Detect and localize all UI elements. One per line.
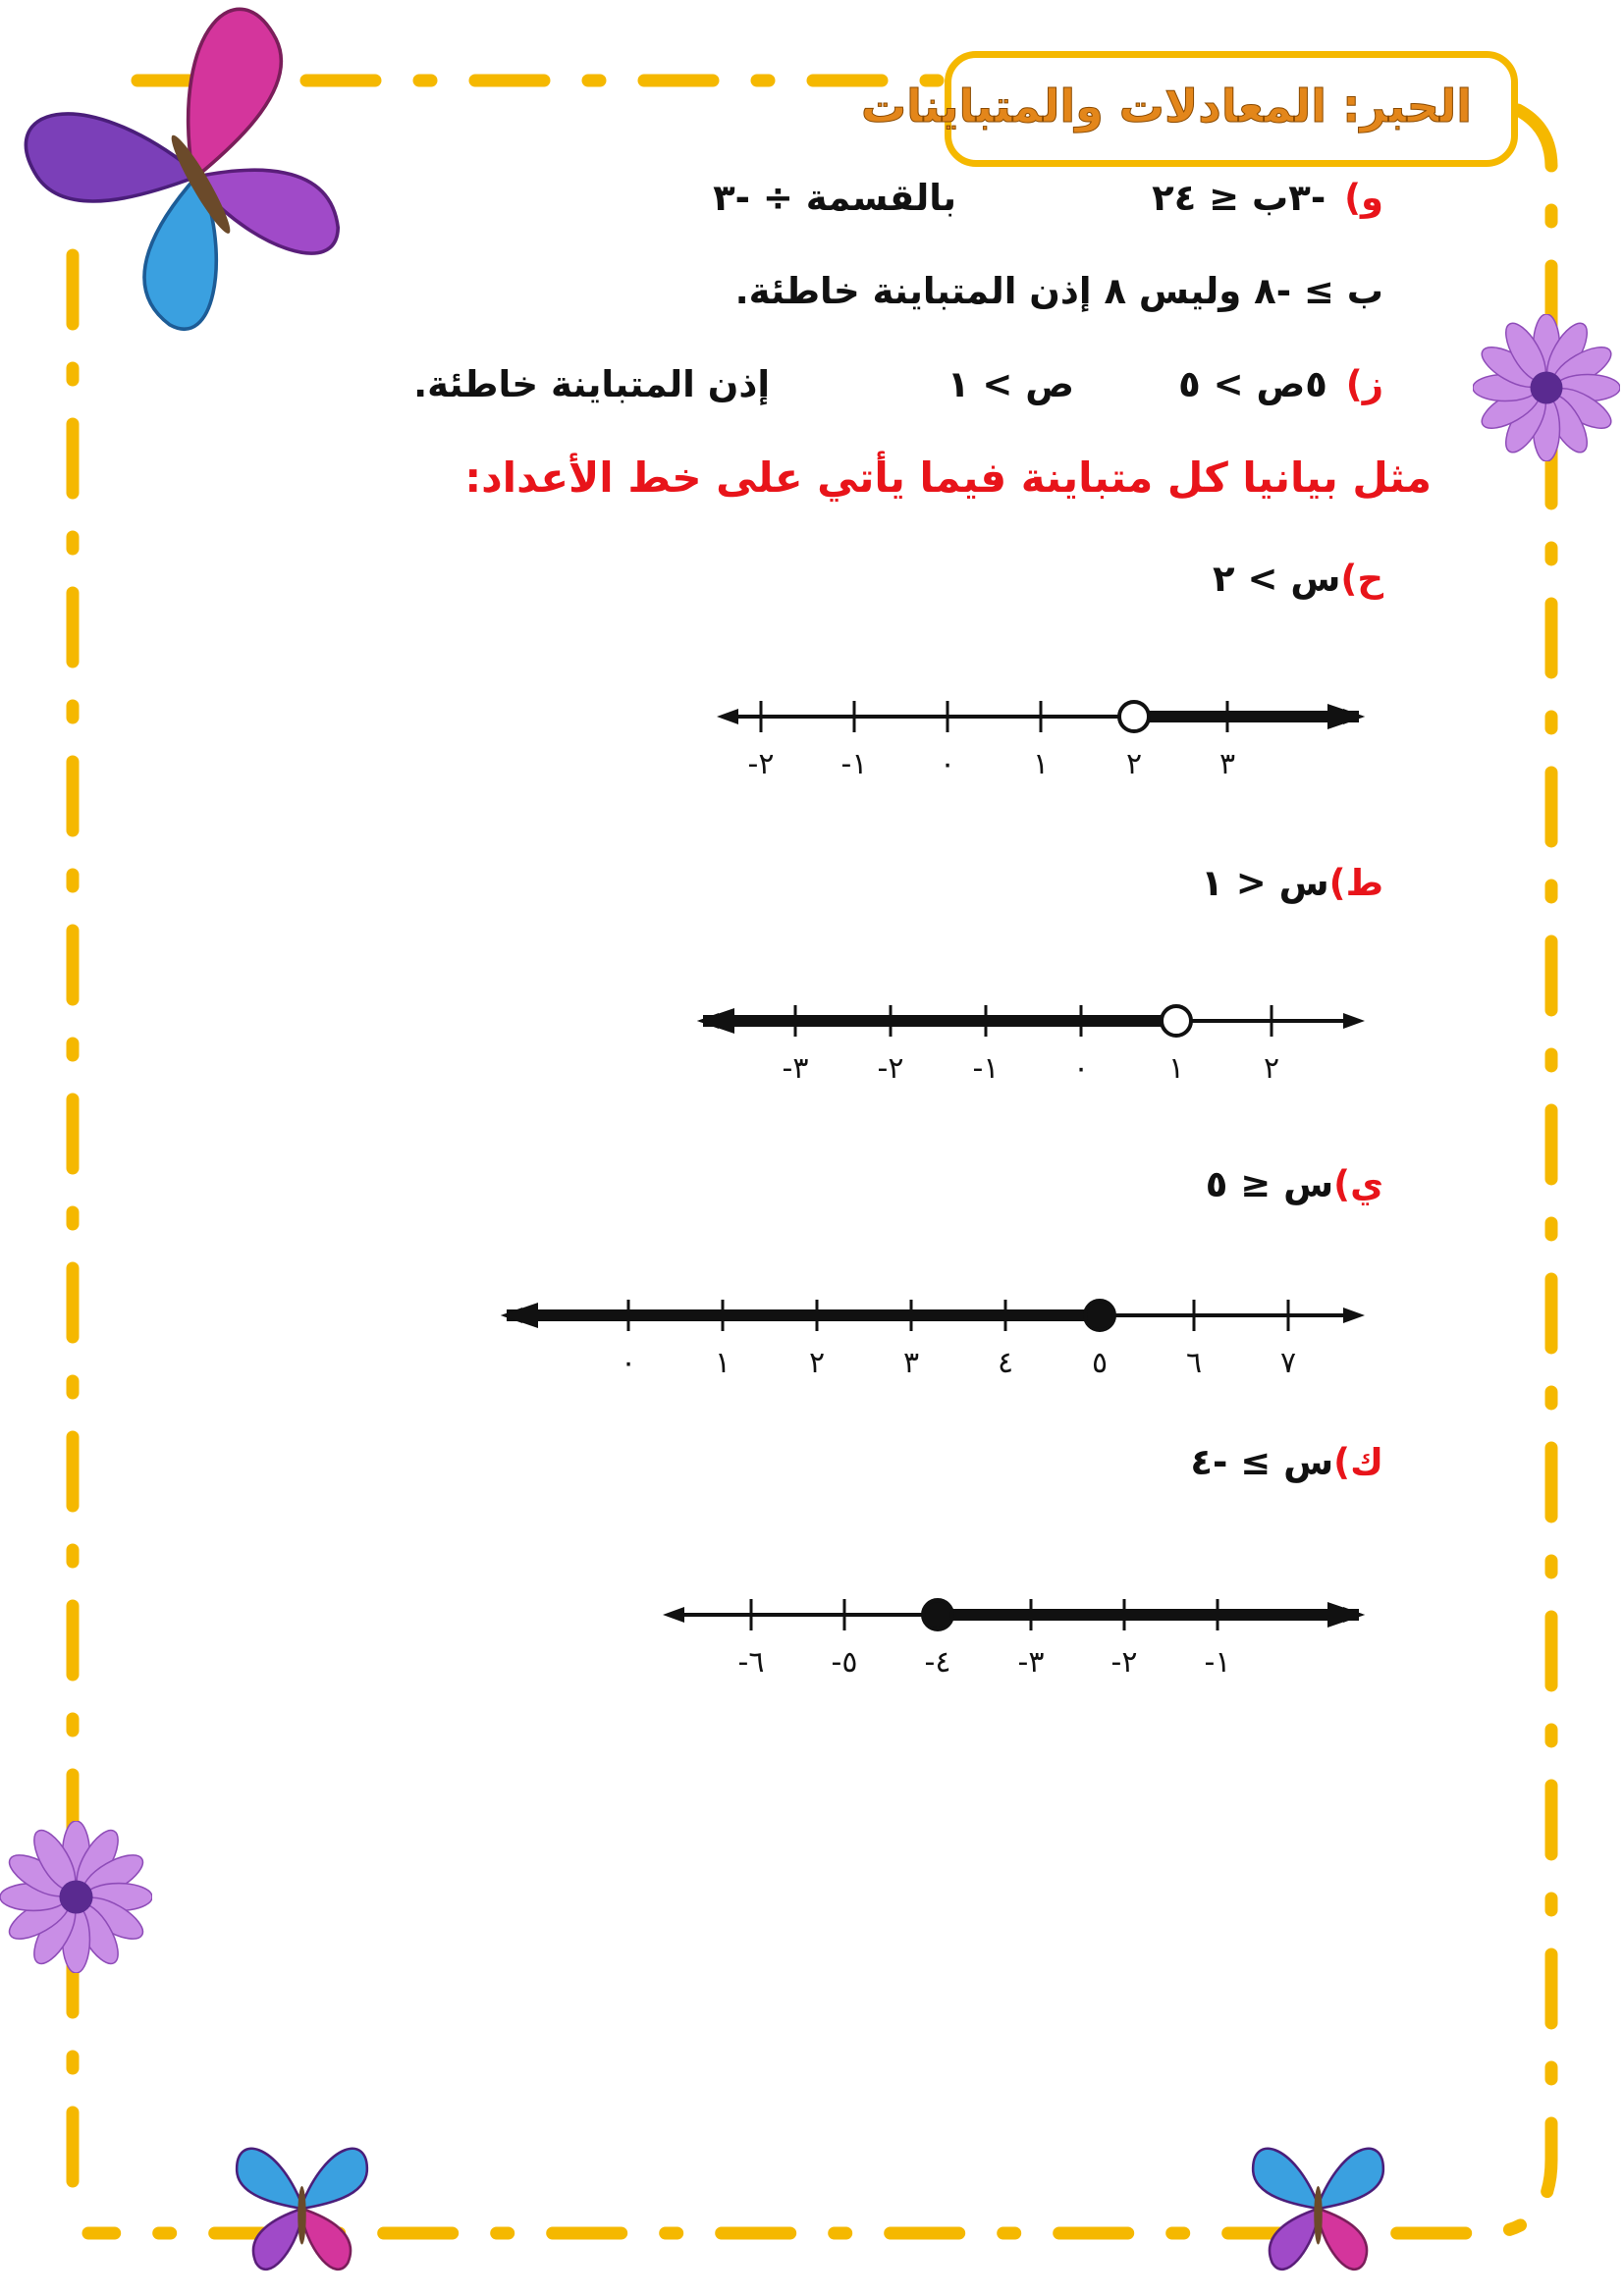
tick-label: -٢ bbox=[747, 747, 775, 781]
butterfly-icon bbox=[216, 2125, 388, 2292]
closed-point bbox=[1085, 1301, 1114, 1330]
number-line-y bbox=[491, 1276, 1375, 1394]
ineq-h: س > ٢ bbox=[1213, 558, 1341, 600]
tick-label: ٤ bbox=[997, 1346, 1014, 1380]
line-w bbox=[1152, 177, 1383, 219]
tick-label: ٦ bbox=[1185, 1346, 1203, 1380]
closed-point bbox=[923, 1600, 952, 1629]
open-point bbox=[1119, 702, 1149, 731]
solution-arrow-icon bbox=[1327, 704, 1365, 729]
tick-label: -٦ bbox=[737, 1645, 765, 1680]
tick-label: -٣ bbox=[782, 1051, 809, 1086]
tick-label: ٧ bbox=[1279, 1346, 1297, 1380]
tick-label: -٥ bbox=[831, 1645, 858, 1680]
number-line-t bbox=[687, 982, 1375, 1099]
label-z: ز) bbox=[1345, 363, 1383, 405]
step-z: ص > ١ bbox=[947, 363, 1074, 405]
solution-arrow-icon bbox=[697, 1008, 734, 1034]
ineq-z: ٥ص > ٥ bbox=[1178, 363, 1327, 405]
tick-label: -٢ bbox=[877, 1051, 904, 1086]
label-h: ح) bbox=[1340, 558, 1383, 600]
tick-label: ٣ bbox=[1218, 747, 1236, 781]
butterfly-icon bbox=[20, 0, 373, 353]
arrow-right-icon bbox=[1343, 1308, 1365, 1323]
tick-label: -١ bbox=[972, 1051, 1000, 1086]
tick-label: ٠ bbox=[620, 1346, 637, 1380]
tick-label: ١ bbox=[1167, 1051, 1185, 1086]
problem-y bbox=[1206, 1163, 1383, 1205]
tick-label: ٢ bbox=[1263, 1051, 1280, 1086]
ineq-t: س < ١ bbox=[1201, 862, 1329, 904]
label-k: ك) bbox=[1333, 1441, 1383, 1483]
ineq-w: -٣ب ≤ ٢٤ bbox=[1152, 177, 1326, 219]
problem-h bbox=[1213, 558, 1383, 600]
note-w: بالقسمة ÷ -٣ bbox=[713, 177, 956, 219]
tick-label: -٤ bbox=[924, 1645, 951, 1680]
label-w: و) bbox=[1344, 177, 1383, 219]
flower-icon bbox=[0, 1821, 152, 1973]
arrow-right-icon bbox=[1343, 1013, 1365, 1029]
instruction: مثل بيانيا كل متباينة فيما يأتي على خط الأعداد: bbox=[464, 454, 1432, 502]
arrow-left-icon bbox=[663, 1607, 684, 1623]
problem-t bbox=[1201, 862, 1383, 904]
ineq-k: س ≥ -٤ bbox=[1190, 1441, 1334, 1483]
tick-label: -١ bbox=[840, 747, 868, 781]
solution-arrow-icon bbox=[1327, 1602, 1365, 1628]
tick-label: ٢ bbox=[808, 1346, 826, 1380]
tick-label: ٥ bbox=[1091, 1346, 1109, 1380]
arrow-left-icon bbox=[717, 709, 738, 724]
title-box bbox=[860, 51, 1518, 167]
number-line-h bbox=[687, 677, 1375, 795]
result-z: إذن المتباينة خاطئة. bbox=[413, 363, 770, 405]
solution-arrow-icon bbox=[501, 1303, 538, 1328]
page-title: الحبر: المعادلات والمتباينات bbox=[860, 80, 1472, 133]
line-z bbox=[1178, 363, 1383, 405]
tick-label: ٠ bbox=[1072, 1051, 1090, 1086]
open-point bbox=[1162, 1006, 1191, 1036]
label-y: ي) bbox=[1333, 1163, 1383, 1205]
tick-label: ١ bbox=[714, 1346, 731, 1380]
label-t: ط) bbox=[1328, 862, 1383, 904]
flower-icon bbox=[1473, 314, 1620, 461]
problem-k bbox=[1190, 1441, 1383, 1483]
tick-label: ١ bbox=[1032, 747, 1050, 781]
number-line-k bbox=[648, 1575, 1375, 1693]
tick-label: -٢ bbox=[1110, 1645, 1138, 1680]
tick-label: -٣ bbox=[1017, 1645, 1045, 1680]
tick-label: ٠ bbox=[939, 747, 956, 781]
tick-label: ٢ bbox=[1125, 747, 1143, 781]
tick-label: ٣ bbox=[902, 1346, 920, 1380]
tick-label: -١ bbox=[1204, 1645, 1231, 1680]
ineq-y: س ≤ ٥ bbox=[1205, 1163, 1334, 1205]
butterfly-icon bbox=[1232, 2125, 1404, 2292]
result-w: ب ≥ -٨ وليس ٨ إذن المتباينة خاطئة. bbox=[734, 270, 1383, 312]
